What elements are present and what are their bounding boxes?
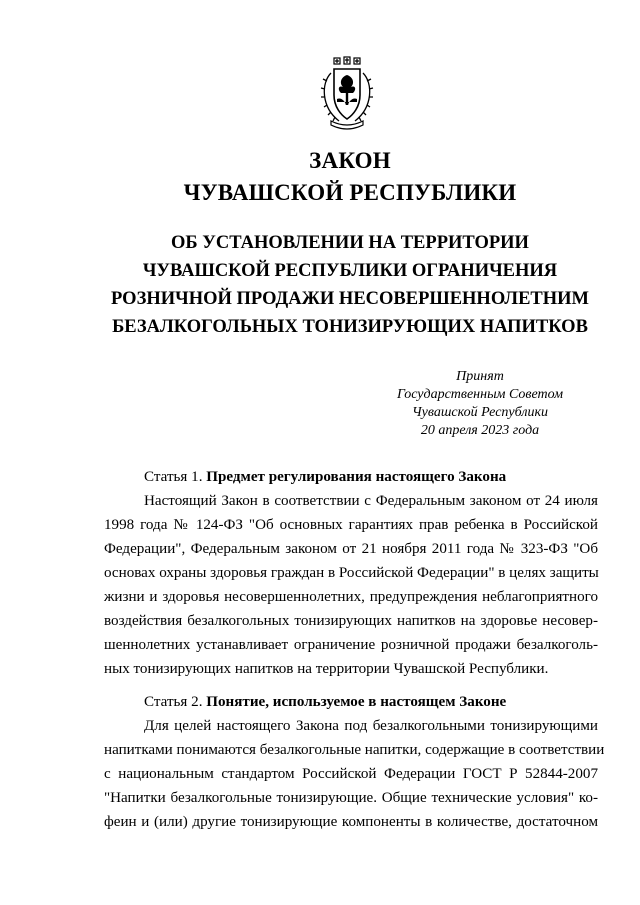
article-name: Предмет регулирования настоящего Закона: [206, 469, 507, 485]
paragraph-line: 1998 года № 124-ФЗ "Об основных гарантиях прав ребенка в Российской: [104, 517, 598, 533]
adoption-line: Государственным Советом: [396, 387, 564, 402]
law-title-line2: ЧУВАШСКОЙ РЕСПУБЛИКИ: [183, 180, 517, 205]
paragraph-line: воздействия безалкогольных тонизирующих напитков на здоровье несовер-: [104, 613, 598, 629]
paragraph-line: "Напитки безалкогольные тонизирующие. Общие технические условия" ко-: [104, 790, 598, 806]
paragraph-line: жизни и здоровья несовершеннолетних, предупреждения неблагоприятного: [104, 589, 598, 605]
paragraph-line: Настоящий Закон в соответствии с Федеральным законом от 24 июля: [144, 493, 598, 509]
chuvash-emblem-icon: [317, 55, 377, 133]
paragraph-line: Для целей настоящего Закона под безалкогольными тонизирующими: [144, 718, 598, 734]
article-heading: [104, 690, 598, 714]
article-1: [104, 465, 598, 681]
paragraph-line: основах охраны здоровья граждан в Российской Федерации" в целях защиты: [104, 565, 599, 581]
adoption-line: Принят: [456, 369, 504, 384]
law-title-line1: ЗАКОН: [309, 148, 391, 173]
subject-line: ОБ УСТАНОВЛЕНИИ НА ТЕРРИТОРИИ: [171, 233, 529, 253]
paragraph-line: феин и (или) другие тонизирующие компоненты в количестве, достаточном: [104, 814, 598, 830]
subject-line: БЕЗАЛКОГОЛЬНЫХ ТОНИЗИРУЮЩИХ НАПИТКОВ: [112, 317, 588, 337]
law-title: [0, 145, 640, 209]
article-2: [104, 690, 605, 834]
adoption-line: 20 апреля 2023 года: [420, 423, 540, 438]
paragraph-line: с национальным стандартом Российской Федерации ГОСТ Р 52844-2007: [104, 766, 598, 782]
article-label: Статья 2.: [144, 694, 203, 710]
subject-line: РОЗНИЧНОЙ ПРОДАЖИ НЕСОВЕРШЕННОЛЕТНИМ: [110, 289, 589, 309]
article-paragraph: [104, 714, 605, 834]
article-name: Понятие, используемое в настоящем Законе: [206, 694, 507, 710]
article-heading: [104, 465, 598, 489]
article-paragraph: [104, 489, 598, 681]
adoption-line: Чувашской Республики: [412, 405, 548, 420]
paragraph-line: напитками понимаются безалкогольные напитки, содержащие в соответствии: [104, 742, 605, 758]
law-subject: [0, 229, 640, 341]
paragraph-line: Федерации", Федеральным законом от 21 ноября 2011 года № 323-ФЗ "Об: [104, 541, 598, 557]
paragraph-line: ных тонизирующих напитков на территории Чувашской Республики.: [104, 661, 549, 677]
adoption-note: [380, 368, 580, 440]
paragraph-line: шеннолетних устанавливает ограничение розничной продажи безалкоголь-: [104, 637, 598, 653]
article-label: Статья 1.: [144, 469, 203, 485]
subject-line: ЧУВАШСКОЙ РЕСПУБЛИКИ ОГРАНИЧЕНИЯ: [142, 261, 558, 281]
